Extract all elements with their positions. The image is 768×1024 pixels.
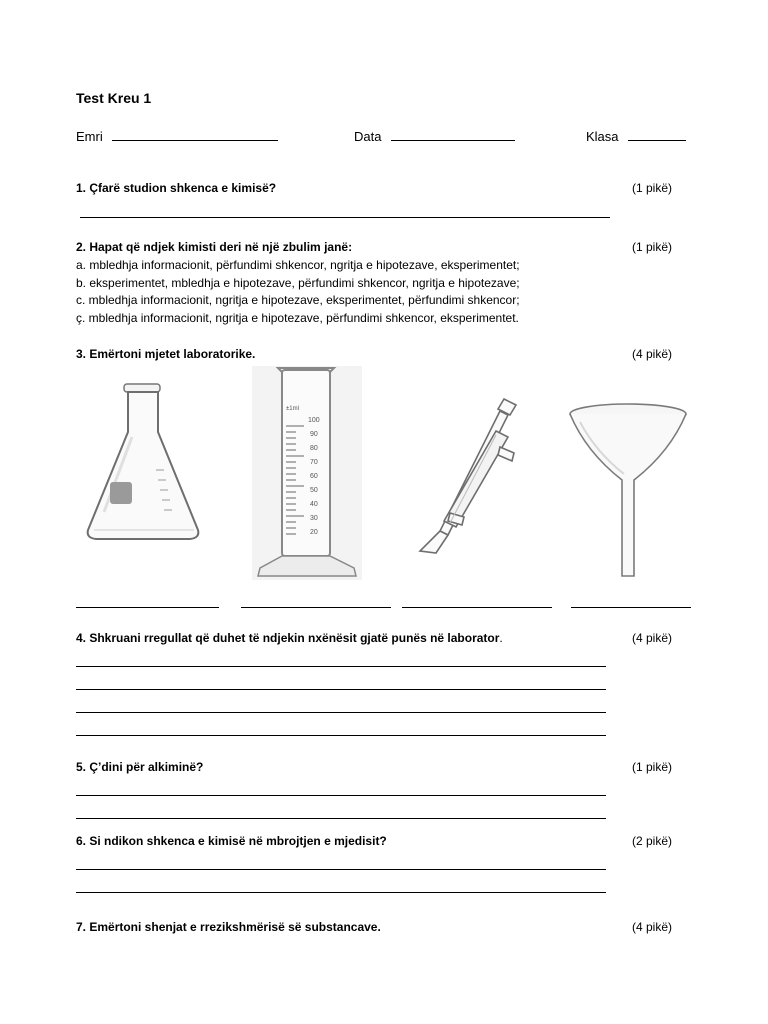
cylinder-mark: 20 — [310, 529, 318, 536]
class-blank[interactable] — [628, 128, 686, 141]
class-label: Klasa — [586, 129, 619, 144]
cylinder-mark: 80 — [310, 445, 318, 452]
cylinder-mark: 40 — [310, 501, 318, 508]
question-5-points: (1 pikë) — [632, 760, 673, 774]
question-3: 3. Emërtoni mjetet laboratorike. — [76, 347, 256, 361]
name-field — [76, 128, 278, 144]
question-4-text: 4. Shkruani rregullat që duhet të ndjekin nxënësit gjatë punës në laborator — [76, 631, 500, 645]
name-label: Emri — [76, 129, 103, 144]
date-blank[interactable] — [391, 128, 515, 141]
option-b[interactable]: b. eksperimentet, mbledhja e hipotezave, përfundimi shkencor, ngritja e hipotezave; — [76, 275, 520, 290]
cylinder-mark: 70 — [310, 459, 318, 466]
option-c-cedilla[interactable]: ç. mbledhja informacionit, ngritja e hipotezave, përfundimi shkencor, eksperimentet. — [76, 310, 519, 325]
answer-line[interactable] — [80, 217, 610, 218]
answer-line[interactable] — [241, 607, 391, 608]
erlenmeyer-flask-icon — [82, 382, 204, 542]
answer-line[interactable] — [76, 735, 606, 736]
cylinder-mark: 60 — [310, 473, 318, 480]
question-1-points: (1 pikë) — [632, 181, 673, 195]
question-4-period: . — [499, 631, 503, 645]
date-field — [354, 128, 515, 144]
graduated-cylinder-icon — [252, 366, 362, 580]
cylinder-mark: 100 — [308, 417, 320, 424]
cylinder-mark: 50 — [310, 487, 318, 494]
option-a[interactable]: a. mbledhja informacionit, përfundimi shkencor, ngritja e hipotezave, eksperimentet; — [76, 258, 520, 272]
answer-line[interactable] — [76, 795, 606, 796]
condenser-icon — [400, 395, 520, 555]
answer-line[interactable] — [76, 869, 606, 870]
answer-line[interactable] — [76, 712, 606, 713]
question-6-points: (2 pikë) — [632, 834, 673, 848]
question-7: 7. Emërtoni shenjat e rrezikshmërisë së substancave. — [76, 920, 381, 934]
question-2: 2. Hapat që ndjek kimisti deri në një zbulim janë: — [76, 240, 353, 254]
answer-line[interactable] — [76, 892, 606, 893]
question-6: 6. Si ndikon shkenca e kimisë në mbrojtjen e mjedisit? — [76, 834, 387, 848]
question-7-points: (4 pikë) — [632, 920, 673, 934]
answer-line[interactable] — [76, 666, 606, 667]
class-field — [586, 128, 686, 144]
date-label: Data — [354, 129, 382, 144]
name-blank[interactable] — [112, 128, 278, 141]
answer-line[interactable] — [76, 818, 606, 819]
question-3-points: (4 pikë) — [632, 347, 673, 361]
question-1: 1. Çfarë studion shkenca e kimisë? — [76, 181, 277, 195]
page-title: Test Kreu 1 — [76, 90, 152, 106]
answer-line[interactable] — [402, 607, 552, 608]
question-4 — [76, 631, 503, 645]
question-5: 5. Ç’dini për alkiminë? — [76, 760, 204, 774]
answer-line[interactable] — [76, 607, 219, 608]
cylinder-mark: 30 — [310, 515, 318, 522]
funnel-icon — [566, 402, 690, 578]
svg-text:±1ml: ±1ml — [286, 406, 299, 412]
answer-line[interactable] — [571, 607, 691, 608]
answer-line[interactable] — [76, 689, 606, 690]
option-c[interactable]: c. mbledhja informacionit, ngritja e hipotezave, eksperimentet, përfundimi shkencor; — [76, 293, 520, 307]
question-4-points: (4 pikë) — [632, 631, 673, 645]
question-2-points: (1 pikë) — [632, 240, 673, 254]
cylinder-mark: 90 — [310, 431, 318, 438]
